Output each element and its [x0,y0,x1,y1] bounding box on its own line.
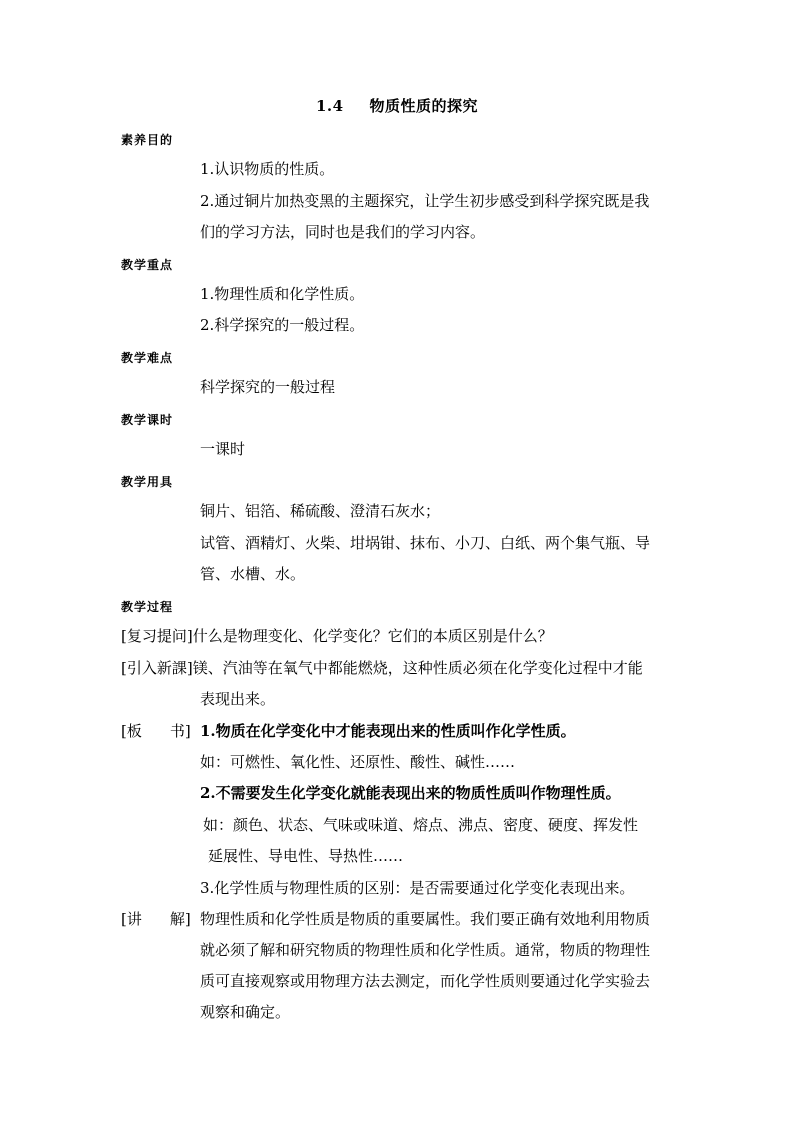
lecture-text-1: 物理性质和化学性质是物质的重要属性。我们要正确有效地利用物质 [200,910,651,928]
lecture-line-3: 质可直接观察或用物理方法去测定，而化学性质则要通过化学实验去 [200,972,651,990]
tools-item-2: 试管、酒精灯、火柴、坩埚钳、抹布、小刀、白纸、两个集气瓶、导 [200,534,651,552]
lecture-tag-open: [讲 [121,910,142,928]
process-heading: 教学过程 [121,600,174,614]
board-point-2-example-2: 延展性、导电性、导热性…… [208,847,404,865]
intro-text-1: 镁、汽油等在氧气中都能燃烧，这种性质必须在化学变化过程中才能 [192,659,643,677]
lecture-line-2: 就必须了解和研究物质的物理性质和化学性质。通常，物质的物理性 [200,941,651,959]
review-tag: [复习提问] [121,627,193,645]
board-point-2: 2.不需要发生化学变化就能表现出来的物质性质叫作物理性质。 [200,784,621,802]
hours-item-1: 一课时 [200,440,246,458]
goals-item-1: 1.认识物质的性质。 [200,160,335,178]
tools-item-1: 铜片、铝箔、稀硫酸、澄清石灰水； [200,502,441,520]
board-point-2-example-1: 如：颜色、状态、气味或味道、熔点、沸点、密度、硬度、挥发性 [203,816,639,834]
board-point-1-example: 如：可燃性、氧化性、还原性、酸性、碱性…… [200,753,516,771]
page-title [0,95,794,116]
intro-line-1 [121,658,643,678]
key-points-heading: 教学重点 [121,258,174,272]
tools-heading: 教学用具 [121,475,174,489]
key-points-item-2: 2.科学探究的一般过程。 [200,316,365,334]
goals-item-2: 2.通过铜片加热变黑的主题探究，让学生初步感受到科学探究既是我 [200,192,650,210]
lecture-line-4: 观察和确定。 [200,1003,291,1021]
board-tag-close: 书] [169,722,191,740]
intro-tag: [引入新課] [121,659,193,677]
review-question [121,626,553,646]
hours-heading: 教学课时 [121,413,174,427]
tools-item-3: 管、水槽、水。 [200,565,306,583]
goals-heading: 素养目的 [121,133,174,147]
review-text: 什么是物理变化、化学变化？它们的本质区别是什么？ [192,627,553,645]
title-text: 物质性质的探究 [369,97,479,115]
board-tag [121,721,200,741]
lecture-tag [121,909,200,929]
lecture-tag-close: 解] [169,910,191,928]
difficulties-item-1: 科学探究的一般过程 [200,378,336,396]
board-line-1 [121,721,576,741]
goals-item-3: 们的学习方法，同时也是我们的学习内容。 [200,223,486,241]
intro-line-2: 表现出来。 [200,690,276,708]
board-point-3: 3.化学性质与物理性质的区别：是否需要通过化学变化表现出来。 [200,879,635,897]
lecture-line-1 [121,909,650,929]
board-tag-open: [板 [121,722,142,740]
title-number: 1.4 [315,97,344,115]
difficulties-heading: 教学难点 [121,351,174,365]
key-points-item-1: 1.物理性质和化学性质。 [200,285,365,303]
board-point-1: 1.物质在化学变化中才能表现出来的性质叫作化学性质。 [200,722,576,740]
